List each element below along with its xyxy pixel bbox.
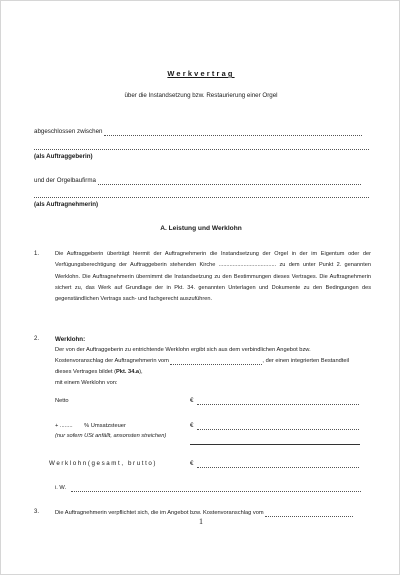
netto-currency: € <box>190 397 194 404</box>
page-number: 1 <box>199 517 203 526</box>
contractor-name-field[interactable] <box>98 178 361 185</box>
item-2-line-1: Der von der Auftraggeberin zu entrichtende Werklohn ergibt sich aus dem verbindlichen Angebot bzw. <box>55 347 311 353</box>
item-1-text: Die Auftraggeberin überträgt hiermit der Auftragnehmerin die Instandsetzung der Orgel in der im Eigentum oder der Verfügungsberechtigung der Auftraggeberin stehenden Kirche ..................................... zu dem unter Punkt 2. genannten Werklohn. Die Auftragnehmerin übernimmt die Instandsetzung zu den Bestimmungen dieses Vertrages. Die Auftragnehmerin sichert zu, das Werk auf Grundlage der in Pkt. 34. genannten Unterlagen und Dokumente zu den Bedingungen des gegenständlichen Vertrags sach- und fachgerecht auszuführen. <box>55 251 371 303</box>
total-amount-field[interactable] <box>197 461 359 468</box>
vat-amount-line[interactable] <box>197 422 359 430</box>
point-reference: Pkt. 34.a <box>116 369 140 375</box>
in-words-line[interactable] <box>71 484 361 492</box>
document-title: Werkvertrag <box>167 69 235 78</box>
vat-line <box>55 423 126 430</box>
total-amount-line[interactable] <box>197 460 359 468</box>
concluded-between-label: abgeschlossen zwischen <box>34 128 103 135</box>
offer-date-label: Kostenvoranschlag der Auftragnehmerin vom <box>55 358 169 364</box>
item-2-line-3 <box>55 369 143 376</box>
client-name-field[interactable] <box>104 129 362 136</box>
total-label: Werklohn(gesamt, brutto) <box>49 460 158 467</box>
contractor-address-line[interactable] <box>34 190 369 198</box>
total-currency: € <box>190 460 194 467</box>
item-1-number: 1. <box>34 251 40 257</box>
item-3-text: Die Auftragnehmerin verpflichtet sich, die im Angebot bzw. Kostenvoranschlag vom <box>55 510 264 516</box>
parties-between <box>34 128 362 136</box>
contractor-role-label: (als Auftragnehmerin) <box>34 201 99 208</box>
vat-currency: € <box>190 422 194 429</box>
sum-underline <box>190 444 360 445</box>
item-3-number: 3. <box>34 509 40 515</box>
document-subtitle: über die Instandsetzung bzw. Restaurierung einer Orgel <box>124 92 278 99</box>
section-a-heading: A. Leistung und Werklohn <box>160 225 242 232</box>
offer-date-field[interactable] <box>170 358 262 365</box>
netto-amount-line[interactable] <box>197 397 359 405</box>
item-2-line-4: mit einem Werklohn von: <box>55 380 118 386</box>
client-address-line[interactable] <box>34 142 369 150</box>
contractor-address-field[interactable] <box>34 191 369 198</box>
vat-amount-field[interactable] <box>197 423 359 430</box>
offer-integral-text: , der einen integrierten Bestandteil <box>262 358 350 364</box>
organ-builder-label: und der Orgelbaufirma <box>34 177 96 184</box>
vat-rate-field[interactable]: + ........ <box>55 423 73 429</box>
item-2-heading: Werklohn: <box>55 336 86 343</box>
item-2-number: 2. <box>34 336 40 342</box>
in-words-field[interactable] <box>71 485 361 492</box>
client-address-field[interactable] <box>34 143 369 150</box>
vat-note: (nur sofern USt anfällt, ansonsten streichen) <box>55 433 167 439</box>
netto-label: Netto <box>55 398 69 404</box>
contract-part-text: dieses Vertrages bildet ( <box>55 369 117 375</box>
contract-part-close: ), <box>139 369 143 375</box>
client-role-label: (als Auftraggeberin) <box>34 153 93 160</box>
parties-builder <box>34 177 361 185</box>
item-2-line-2 <box>55 358 349 365</box>
in-words-label: i. W. <box>55 485 67 491</box>
vat-label: % Umsatzsteuer <box>84 423 126 429</box>
netto-amount-field[interactable] <box>197 398 359 405</box>
